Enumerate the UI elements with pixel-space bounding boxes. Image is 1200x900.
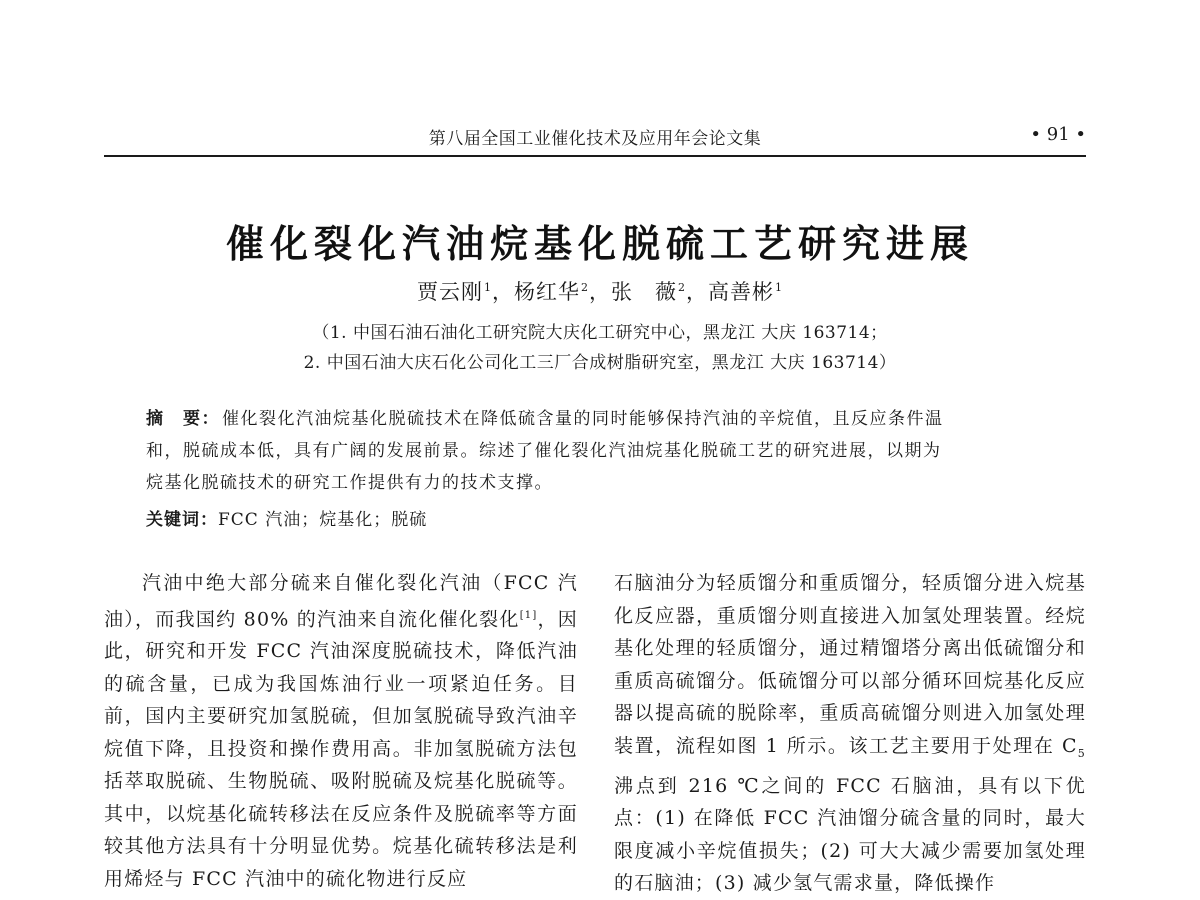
- author-name: 贾云刚: [417, 280, 483, 304]
- page-number: • 91 •: [1030, 124, 1086, 145]
- subscript: 5: [1077, 746, 1086, 760]
- body-column-right: [614, 567, 1086, 900]
- header-rule: [104, 155, 1086, 157]
- body-text: 沸点到 216 ℃之间的 FCC 石脑油，具有以下优点：(1) 在降低 FCC 汽油馏分硫含量的同时，最大限度减小辛烷值损失；(2) 可大大减少需要加氢处理的石脑油；(3) 减少氢气需求量，降低操作: [614, 774, 1086, 895]
- abstract-label: 摘 要：: [146, 409, 220, 429]
- affiliation-mark: 2: [581, 281, 589, 294]
- author-list: [0, 276, 1200, 306]
- affiliation-line-2: 2. 中国石油大庆石化公司化工三厂合成树脂研究室，黑龙江 大庆 163714）: [303, 353, 897, 373]
- affiliation-mark: 1: [484, 281, 492, 294]
- author-name: 高善彬: [708, 280, 774, 304]
- abstract-line-2: 和，脱硫成本低，具有广阔的发展前景。综述了催化裂化汽油烷基化脱硫工艺的研究进展，以期为: [146, 441, 942, 461]
- body-text: 汽油中绝大部分硫来自催化裂化汽油（FCC 汽油），而我国约 80% 的汽油来自流化催化裂化: [104, 572, 578, 630]
- author-separator: ，: [589, 280, 611, 304]
- author-name: 杨红华: [514, 280, 580, 304]
- citation-ref: [1]: [519, 609, 538, 621]
- body-column-left: [104, 567, 578, 895]
- paper-title: 催化裂化汽油烷基化脱硫工艺研究进展: [225, 222, 974, 266]
- keywords-label: 关键词：: [146, 510, 218, 530]
- author-separator: ，: [492, 280, 514, 304]
- body-paragraph: [104, 567, 578, 895]
- affiliation-mark: 2: [678, 281, 686, 294]
- author-separator: ，: [686, 280, 708, 304]
- affiliation-mark: 1: [775, 281, 783, 294]
- keywords-text: FCC 汽油；烷基化；脱硫: [218, 510, 428, 530]
- keywords: [146, 505, 1054, 530]
- body-text: ，因此，研究和开发 FCC 汽油深度脱硫技术，降低汽油的硫含量，已成为我国炼油行业一项紧迫任务。目前，国内主要研究加氢脱硫，但加氢脱硫导致汽油辛烷值下降，且投资和操作费用高。非加氢脱硫方法包括萃取脱硫、生物脱硫、吸附脱硫及烷基化脱硫等。其中，以烷基化硫转移法在反应条件及脱硫率等方面较其他方法具有十分明显优势。烷基化硫转移法是利用烯烃与 FCC 汽油中的硫化物进行反应: [104, 607, 578, 890]
- running-header: [104, 118, 1086, 154]
- body-text: 石脑油分为轻质馏分和重质馏分，轻质馏分进入烷基化反应器，重质馏分则直接进入加氢处理装置。经烷基化处理的轻质馏分，通过精馏塔分离出低硫馏分和重质高硫馏分。低硫馏分可以部分循环回烷基化反应器以提高硫的脱除率，重质高硫馏分则进入加氢处理装置，流程如图 1 所示。该工艺主要用于处理在 C: [614, 572, 1086, 757]
- author-name: 张 薇: [611, 280, 677, 304]
- abstract: [146, 403, 1054, 499]
- abstract-line-1: 催化裂化汽油烷基化脱硫技术在降低硫含量的同时能够保持汽油的辛烷值，且反应条件温: [222, 409, 944, 429]
- body-paragraph: [614, 567, 1086, 900]
- abstract-line-3: 烷基化脱硫技术的研究工作提供有力的技术支撑。: [146, 473, 553, 493]
- running-title: 第八届全国工业催化技术及应用年会论文集: [428, 129, 762, 149]
- affiliation-line-1: （1. 中国石油石油化工研究院大庆化工研究中心，黑龙江 大庆 163714；: [312, 323, 888, 343]
